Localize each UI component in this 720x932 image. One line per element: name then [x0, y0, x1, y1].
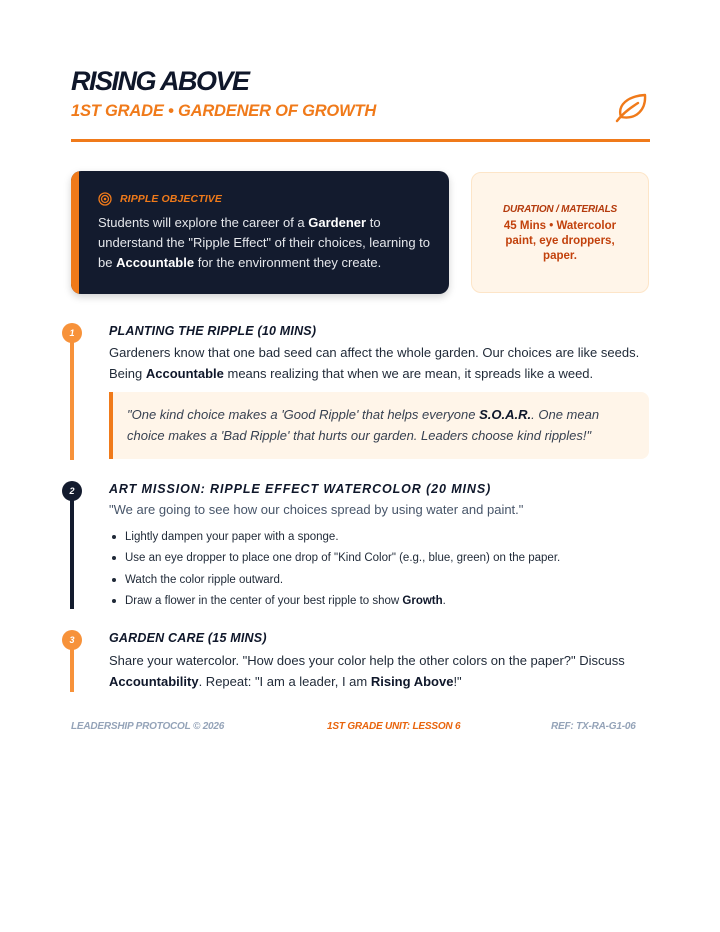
leaf-icon [614, 92, 648, 124]
objective-label: RIPPLE OBJECTIVE [120, 193, 222, 205]
page-subtitle: 1ST GRADE • GARDENER OF GROWTH [71, 102, 377, 120]
objective-card [71, 171, 449, 294]
section-1-title: PLANTING THE RIPPLE (10 MINS) [109, 324, 317, 338]
section-1-text: Gardeners know that one bad seed can affect the whole garden. Our choices are like seeds. Being Accountable means realizing that when we are mean, it spreads like a weed. [109, 345, 640, 381]
objective-text: Students will explore the career of a Gardener to understand the "Ripple Effect" of their choices, learning to be Accountable for the environment they create. [98, 215, 431, 270]
section-2-title: ART MISSION: RIPPLE EFFECT WATERCOLOR (20 MINS) [109, 482, 492, 496]
footer-reference: REF: TX-RA-G1-06 [551, 721, 636, 732]
footer-copyright: LEADERSHIP PROTOCOL © 2026 [71, 721, 225, 732]
target-icon [98, 192, 112, 206]
list-item: Draw a flower in the center of your best ripple to show Growth. [109, 592, 560, 613]
section-1-quote [109, 392, 649, 459]
duration-label: DURATION / MATERIALS [503, 204, 617, 215]
objective-accent-bar [71, 171, 79, 294]
list-item: Lightly dampen your paper with a sponge. [109, 528, 560, 549]
list-item: Watch the color ripple outward. [109, 571, 560, 592]
section-2-timeline [70, 488, 74, 609]
page-title: RISING ABOVE [71, 66, 249, 96]
header-divider [71, 139, 650, 142]
list-item: Use an eye dropper to place one drop of "Kind Color" (e.g., blue, green) on the paper. [109, 549, 560, 570]
section-1-timeline [70, 330, 74, 460]
footer-lesson: 1ST GRADE UNIT: LESSON 6 [327, 721, 461, 732]
section-2-steps [109, 528, 560, 613]
duration-card [471, 172, 649, 293]
section-2-number: 2 [62, 481, 82, 501]
section-3-number: 3 [62, 630, 82, 650]
section-1-number: 1 [62, 323, 82, 343]
section-3-title: GARDEN CARE (15 MINS) [109, 631, 267, 645]
duration-value: 45 Mins • Watercolor paint, eye droppers, paper. [503, 220, 617, 262]
quote-text: "One kind choice makes a 'Good Ripple' that helps everyone S.O.A.R.. One mean choice makes a 'Bad Ripple' that hurts our garden. Leaders choose kind ripples!" [127, 407, 600, 443]
section-2-lead: "We are going to see how our choices spread by using water and paint." [109, 502, 524, 517]
section-3-text: Share your watercolor. "How does your color help the other colors on the paper?" Discuss Accountability. Repeat: "I am a leader, I am Rising Above!" [109, 653, 625, 689]
